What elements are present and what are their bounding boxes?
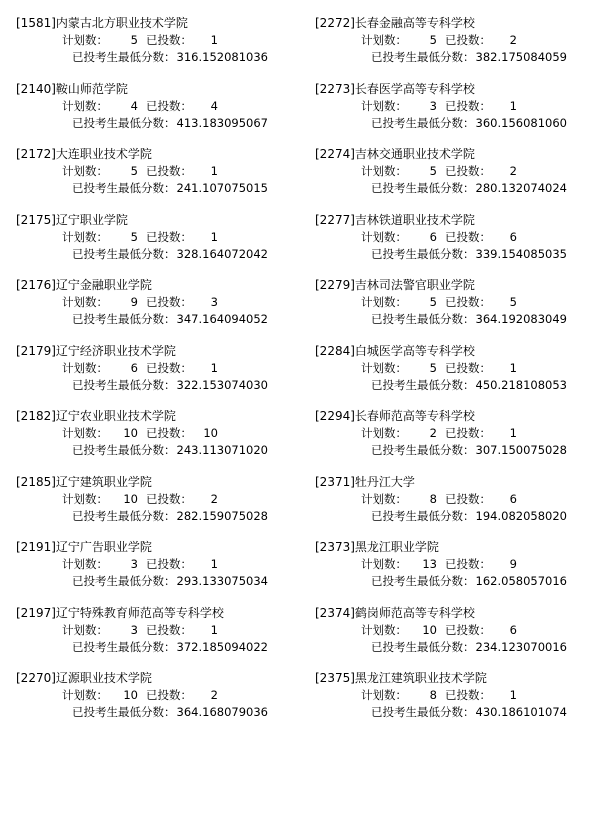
score-row bbox=[16, 705, 301, 720]
cast-value: 1 bbox=[210, 557, 218, 571]
plan-value: 3 bbox=[130, 622, 138, 637]
cast-label: 已投数： bbox=[146, 491, 192, 506]
school-title: [2284]白城医学高等专科学校 bbox=[315, 343, 475, 358]
plan-value: 5 bbox=[429, 33, 437, 47]
plan-cast-row bbox=[16, 623, 301, 638]
score-value: 347.164094052 bbox=[176, 312, 268, 326]
plan-value: 3 bbox=[130, 557, 138, 571]
cast-label: 已投数： bbox=[445, 98, 491, 113]
plan-value: 5 bbox=[130, 164, 138, 178]
school-title: [2371]牡丹江大学 bbox=[315, 474, 415, 489]
plan-cast-row bbox=[16, 426, 301, 441]
score-row bbox=[315, 181, 600, 196]
cast-label: 已投数： bbox=[146, 557, 192, 571]
score-row bbox=[16, 378, 301, 393]
score-row bbox=[315, 509, 600, 524]
plan-value: 8 bbox=[429, 491, 437, 506]
plan-label: 计划数： bbox=[361, 622, 407, 637]
plan-label: 计划数： bbox=[62, 295, 108, 309]
plan-cast-row bbox=[315, 33, 600, 48]
plan-cast-row bbox=[16, 557, 301, 572]
plan-value: 5 bbox=[130, 229, 138, 244]
school-title: [2375]黑龙江建筑职业技术学院 bbox=[315, 671, 487, 685]
score-value: 450.218108053 bbox=[475, 377, 567, 392]
plan-label: 计划数： bbox=[62, 98, 108, 113]
plan-cast-row bbox=[315, 492, 600, 507]
list-item bbox=[315, 475, 600, 524]
plan-label: 计划数： bbox=[361, 688, 407, 702]
plan-label: 计划数： bbox=[361, 229, 407, 244]
cast-label: 已投数： bbox=[146, 360, 192, 375]
plan-cast-row bbox=[315, 557, 600, 572]
column-right bbox=[315, 16, 600, 737]
cast-value: 6 bbox=[509, 622, 517, 637]
school-title: [2176]辽宁金融职业学院 bbox=[16, 278, 152, 292]
school-title: [2277]吉林铁道职业技术学院 bbox=[315, 212, 475, 227]
school-title: [2175]辽宁职业学院 bbox=[16, 212, 128, 227]
list-item bbox=[315, 409, 600, 458]
cast-label: 已投数： bbox=[445, 33, 491, 47]
school-title: [2185]辽宁建筑职业学院 bbox=[16, 474, 152, 489]
list-item bbox=[315, 16, 600, 65]
school-title: [1581]内蒙古北方职业技术学院 bbox=[16, 16, 188, 30]
plan-value: 9 bbox=[130, 295, 138, 309]
score-label: 已投考生最低分数： bbox=[72, 246, 176, 261]
score-row bbox=[16, 443, 301, 458]
cast-value: 1 bbox=[210, 360, 218, 375]
cast-label: 已投数： bbox=[146, 164, 192, 178]
score-value: 430.186101074 bbox=[475, 705, 567, 719]
cast-value: 5 bbox=[509, 295, 517, 309]
plan-value: 13 bbox=[422, 557, 437, 571]
score-label: 已投考生最低分数： bbox=[72, 181, 176, 195]
score-value: 243.113071020 bbox=[176, 443, 268, 457]
score-label: 已投考生最低分数： bbox=[72, 508, 176, 523]
score-value: 322.153074030 bbox=[176, 377, 268, 392]
plan-label: 计划数： bbox=[62, 557, 108, 571]
cast-label: 已投数： bbox=[445, 295, 491, 309]
score-row bbox=[315, 705, 600, 720]
cast-value: 9 bbox=[509, 557, 517, 571]
school-title: [2191]辽宁广告职业学院 bbox=[16, 540, 152, 554]
score-label: 已投考生最低分数： bbox=[72, 115, 176, 130]
list-item bbox=[16, 147, 301, 196]
score-value: 372.185094022 bbox=[176, 639, 268, 654]
cast-label: 已投数： bbox=[445, 229, 491, 244]
plan-cast-row bbox=[16, 492, 301, 507]
score-value: 280.132074024 bbox=[475, 181, 567, 195]
list-item bbox=[16, 475, 301, 524]
cast-label: 已投数： bbox=[146, 688, 192, 702]
score-label: 已投考生最低分数： bbox=[72, 443, 176, 457]
score-value: 307.150075028 bbox=[475, 443, 567, 457]
cast-value: 4 bbox=[210, 98, 218, 113]
score-value: 162.058057016 bbox=[475, 574, 567, 588]
score-label: 已投考生最低分数： bbox=[72, 377, 176, 392]
score-row bbox=[16, 116, 301, 131]
plan-cast-row bbox=[315, 295, 600, 310]
score-row bbox=[315, 443, 600, 458]
cast-label: 已投数： bbox=[445, 622, 491, 637]
score-value: 282.159075028 bbox=[176, 508, 268, 523]
score-row bbox=[16, 181, 301, 196]
plan-cast-row bbox=[315, 99, 600, 114]
plan-value: 10 bbox=[422, 622, 437, 637]
plan-label: 计划数： bbox=[62, 688, 108, 702]
cast-value: 10 bbox=[203, 426, 218, 440]
score-label: 已投考生最低分数： bbox=[371, 246, 475, 261]
plan-label: 计划数： bbox=[361, 360, 407, 375]
score-label: 已投考生最低分数： bbox=[371, 181, 475, 195]
plan-value: 5 bbox=[429, 164, 437, 178]
plan-label: 计划数： bbox=[361, 33, 407, 47]
cast-label: 已投数： bbox=[146, 98, 192, 113]
cast-value: 1 bbox=[210, 622, 218, 637]
score-value: 413.183095067 bbox=[176, 115, 268, 130]
list-item bbox=[315, 278, 600, 327]
score-label: 已投考生最低分数： bbox=[371, 115, 475, 130]
score-value: 316.152081036 bbox=[176, 50, 268, 64]
school-title: [2172]大连职业技术学院 bbox=[16, 147, 152, 161]
score-value: 364.168079036 bbox=[176, 705, 268, 719]
score-value: 234.123070016 bbox=[475, 639, 567, 654]
cast-label: 已投数： bbox=[445, 426, 491, 440]
plan-label: 计划数： bbox=[361, 98, 407, 113]
plan-label: 计划数： bbox=[62, 33, 108, 47]
plan-cast-row bbox=[16, 164, 301, 179]
cast-value: 1 bbox=[210, 229, 218, 244]
cast-value: 1 bbox=[509, 98, 517, 113]
score-value: 382.175084059 bbox=[475, 50, 567, 64]
list-item bbox=[315, 147, 600, 196]
score-label: 已投考生最低分数： bbox=[371, 50, 475, 64]
school-title: [2197]辽宁特殊教育师范高等专科学校 bbox=[16, 605, 224, 620]
list-item bbox=[16, 671, 301, 720]
score-row bbox=[16, 312, 301, 327]
plan-value: 6 bbox=[130, 360, 138, 375]
plan-value: 5 bbox=[429, 360, 437, 375]
cast-label: 已投数： bbox=[445, 360, 491, 375]
score-row bbox=[315, 50, 600, 65]
plan-label: 计划数： bbox=[62, 491, 108, 506]
plan-label: 计划数： bbox=[62, 622, 108, 637]
plan-cast-row bbox=[315, 164, 600, 179]
cast-label: 已投数： bbox=[445, 164, 491, 178]
score-row bbox=[16, 247, 301, 262]
plan-label: 计划数： bbox=[62, 229, 108, 244]
cast-label: 已投数： bbox=[445, 688, 491, 702]
cast-value: 6 bbox=[509, 229, 517, 244]
plan-value: 2 bbox=[429, 426, 437, 440]
cast-value: 2 bbox=[210, 688, 218, 702]
cast-label: 已投数： bbox=[146, 622, 192, 637]
score-row bbox=[315, 247, 600, 262]
score-row bbox=[315, 378, 600, 393]
score-label: 已投考生最低分数： bbox=[371, 705, 475, 719]
cast-value: 2 bbox=[509, 164, 517, 178]
cast-value: 6 bbox=[509, 491, 517, 506]
list-item bbox=[16, 82, 301, 131]
plan-label: 计划数： bbox=[361, 426, 407, 440]
score-label: 已投考生最低分数： bbox=[371, 443, 475, 457]
school-title: [2182]辽宁农业职业技术学院 bbox=[16, 409, 176, 423]
plan-label: 计划数： bbox=[361, 164, 407, 178]
plan-cast-row bbox=[315, 426, 600, 441]
score-label: 已投考生最低分数： bbox=[371, 639, 475, 654]
plan-cast-row bbox=[315, 688, 600, 703]
cast-label: 已投数： bbox=[146, 295, 192, 309]
score-row bbox=[16, 50, 301, 65]
cast-value: 1 bbox=[210, 33, 218, 47]
plan-cast-row bbox=[315, 623, 600, 638]
cast-label: 已投数： bbox=[445, 491, 491, 506]
plan-cast-row bbox=[16, 295, 301, 310]
column-left bbox=[16, 16, 301, 737]
plan-value: 6 bbox=[429, 229, 437, 244]
score-label: 已投考生最低分数： bbox=[371, 377, 475, 392]
plan-value: 5 bbox=[429, 295, 437, 309]
plan-value: 10 bbox=[123, 688, 138, 702]
score-row bbox=[315, 116, 600, 131]
plan-value: 8 bbox=[429, 688, 437, 702]
score-row bbox=[315, 574, 600, 589]
plan-value: 4 bbox=[130, 98, 138, 113]
school-title: [2279]吉林司法警官职业学院 bbox=[315, 278, 475, 292]
plan-cast-row bbox=[16, 688, 301, 703]
score-label: 已投考生最低分数： bbox=[371, 312, 475, 326]
score-row bbox=[16, 509, 301, 524]
list-item bbox=[315, 344, 600, 393]
score-value: 360.156081060 bbox=[475, 115, 567, 130]
school-title: [2272]长春金融高等专科学校 bbox=[315, 16, 475, 30]
cast-value: 1 bbox=[509, 360, 517, 375]
score-value: 194.082058020 bbox=[475, 508, 567, 523]
plan-value: 10 bbox=[123, 491, 138, 506]
list-item bbox=[315, 82, 600, 131]
cast-label: 已投数： bbox=[146, 426, 192, 440]
list-item bbox=[16, 540, 301, 589]
plan-cast-row bbox=[16, 33, 301, 48]
cast-value: 2 bbox=[210, 491, 218, 506]
plan-cast-row bbox=[16, 230, 301, 245]
score-value: 241.107075015 bbox=[176, 181, 268, 195]
score-label: 已投考生最低分数： bbox=[72, 639, 176, 654]
cast-value: 3 bbox=[210, 295, 218, 309]
score-value: 339.154085035 bbox=[475, 246, 567, 261]
school-title: [2374]鹤岗师范高等专科学校 bbox=[315, 605, 475, 620]
score-label: 已投考生最低分数： bbox=[72, 574, 176, 588]
list-item bbox=[16, 409, 301, 458]
score-label: 已投考生最低分数： bbox=[371, 508, 475, 523]
list-item bbox=[315, 671, 600, 720]
school-title: [2273]长春医学高等专科学校 bbox=[315, 81, 475, 96]
list-item bbox=[315, 213, 600, 262]
score-label: 已投考生最低分数： bbox=[371, 574, 475, 588]
score-value: 293.133075034 bbox=[176, 574, 268, 588]
cast-label: 已投数： bbox=[146, 229, 192, 244]
school-title: [2270]辽源职业技术学院 bbox=[16, 671, 152, 685]
plan-value: 5 bbox=[130, 33, 138, 47]
score-row bbox=[315, 312, 600, 327]
plan-cast-row bbox=[16, 99, 301, 114]
list-item bbox=[16, 16, 301, 65]
plan-value: 3 bbox=[429, 98, 437, 113]
school-title: [2294]长春师范高等专科学校 bbox=[315, 409, 475, 423]
list-item bbox=[16, 278, 301, 327]
list-item bbox=[315, 606, 600, 655]
list-item bbox=[315, 540, 600, 589]
plan-label: 计划数： bbox=[62, 426, 108, 440]
score-value: 364.192083049 bbox=[475, 312, 567, 326]
school-title: [2140]鞍山师范学院 bbox=[16, 81, 128, 96]
score-label: 已投考生最低分数： bbox=[72, 50, 176, 64]
list-item bbox=[16, 344, 301, 393]
list-item bbox=[16, 213, 301, 262]
score-label: 已投考生最低分数： bbox=[72, 312, 176, 326]
plan-value: 10 bbox=[123, 426, 138, 440]
school-title: [2179]辽宁经济职业技术学院 bbox=[16, 343, 176, 358]
cast-value: 1 bbox=[509, 688, 517, 702]
plan-label: 计划数： bbox=[62, 164, 108, 178]
cast-value: 1 bbox=[509, 426, 517, 440]
score-label: 已投考生最低分数： bbox=[72, 705, 176, 719]
plan-label: 计划数： bbox=[361, 557, 407, 571]
plan-cast-row bbox=[16, 361, 301, 376]
score-row bbox=[315, 640, 600, 655]
two-column-layout bbox=[16, 16, 592, 737]
school-title: [2274]吉林交通职业技术学院 bbox=[315, 147, 475, 161]
score-value: 328.164072042 bbox=[176, 246, 268, 261]
cast-value: 1 bbox=[210, 164, 218, 178]
plan-cast-row bbox=[315, 230, 600, 245]
plan-label: 计划数： bbox=[62, 360, 108, 375]
plan-label: 计划数： bbox=[361, 295, 407, 309]
cast-label: 已投数： bbox=[146, 33, 192, 47]
cast-value: 2 bbox=[509, 33, 517, 47]
score-row bbox=[16, 640, 301, 655]
plan-label: 计划数： bbox=[361, 491, 407, 506]
score-row bbox=[16, 574, 301, 589]
list-item bbox=[16, 606, 301, 655]
cast-label: 已投数： bbox=[445, 557, 491, 571]
plan-cast-row bbox=[315, 361, 600, 376]
school-title: [2373]黑龙江职业学院 bbox=[315, 540, 439, 554]
